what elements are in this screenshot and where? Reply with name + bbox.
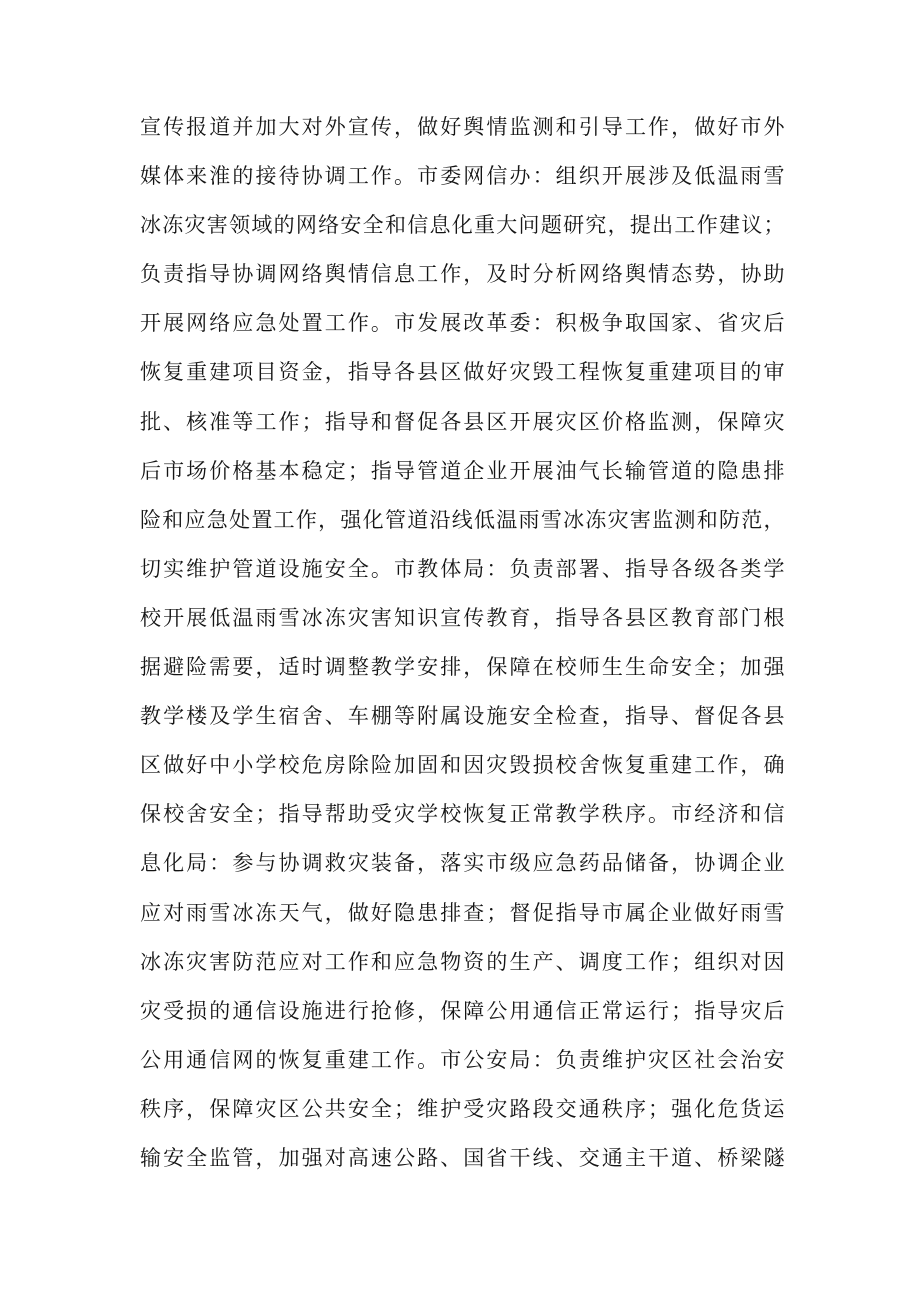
- text-line: 据避险需要，适时调整教学安排，保障在校师生生命安全；加强: [140, 655, 785, 680]
- text-line: 息化局：参与协调救灾装备，落实市级应急药品储备，协调企业: [140, 851, 785, 876]
- text-line: 应对雨雪冰冻天气，做好隐患排查；督促指导市属企业做好雨雪: [140, 900, 785, 925]
- text-line: 秩序，保障灾区公共安全；维护受灾路段交通秩序；强化危货运: [140, 1096, 785, 1121]
- text-line: 冰冻灾害防范应对工作和应急物资的生产、调度工作；组织对因: [140, 949, 785, 974]
- text-line: 切实维护管道设施安全。市教体局：负责部署、指导各级各类学: [140, 556, 785, 581]
- text-line: 后市场价格基本稳定；指导管道企业开展油气长输管道的隐患排: [140, 458, 785, 483]
- text-line: 公用通信网的恢复重建工作。市公安局：负责维护灾区社会治安: [140, 1047, 785, 1072]
- text-line: 负责指导协调网络舆情信息工作，及时分析网络舆情态势，协助: [140, 262, 785, 287]
- text-line: 输安全监管，加强对高速公路、国省干线、交通主干道、桥梁隧: [140, 1145, 785, 1170]
- text-line: 校开展低温雨雪冰冻灾害知识宣传教育，指导各县区教育部门根: [140, 605, 785, 630]
- text-line: 险和应急处置工作，强化管道沿线低温雨雪冰冻灾害监测和防范，: [140, 507, 785, 532]
- text-line: 教学楼及学生宿舍、车棚等附属设施安全检查，指导、督促各县: [140, 704, 785, 729]
- text-line: 保校舍安全；指导帮助受灾学校恢复正常教学秩序。市经济和信: [140, 802, 785, 827]
- text-line: 宣传报道并加大对外宣传，做好舆情监测和引导工作，做好市外: [140, 115, 785, 139]
- text-line: 区做好中小学校危房除险加固和因灾毁损校舍恢复重建工作，确: [140, 753, 785, 778]
- text-line: 恢复重建项目资金，指导各县区做好灾毁工程恢复重建项目的审: [140, 360, 785, 385]
- body-text: [140, 103, 785, 1183]
- text-line: 媒体来淮的接待协调工作。市委网信办：组织开展涉及低温雨雪: [140, 164, 785, 189]
- text-line: 批、核准等工作；指导和督促各县区开展灾区价格监测，保障灾: [140, 409, 785, 434]
- text-line: 开展网络应急处置工作。市发展改革委：积极争取国家、省灾后: [140, 311, 785, 336]
- text-line: 冰冻灾害领域的网络安全和信息化重大问题研究，提出工作建议；: [140, 213, 785, 238]
- text-line: 灾受损的通信设施进行抢修，保障公用通信正常运行；指导灾后: [140, 998, 785, 1023]
